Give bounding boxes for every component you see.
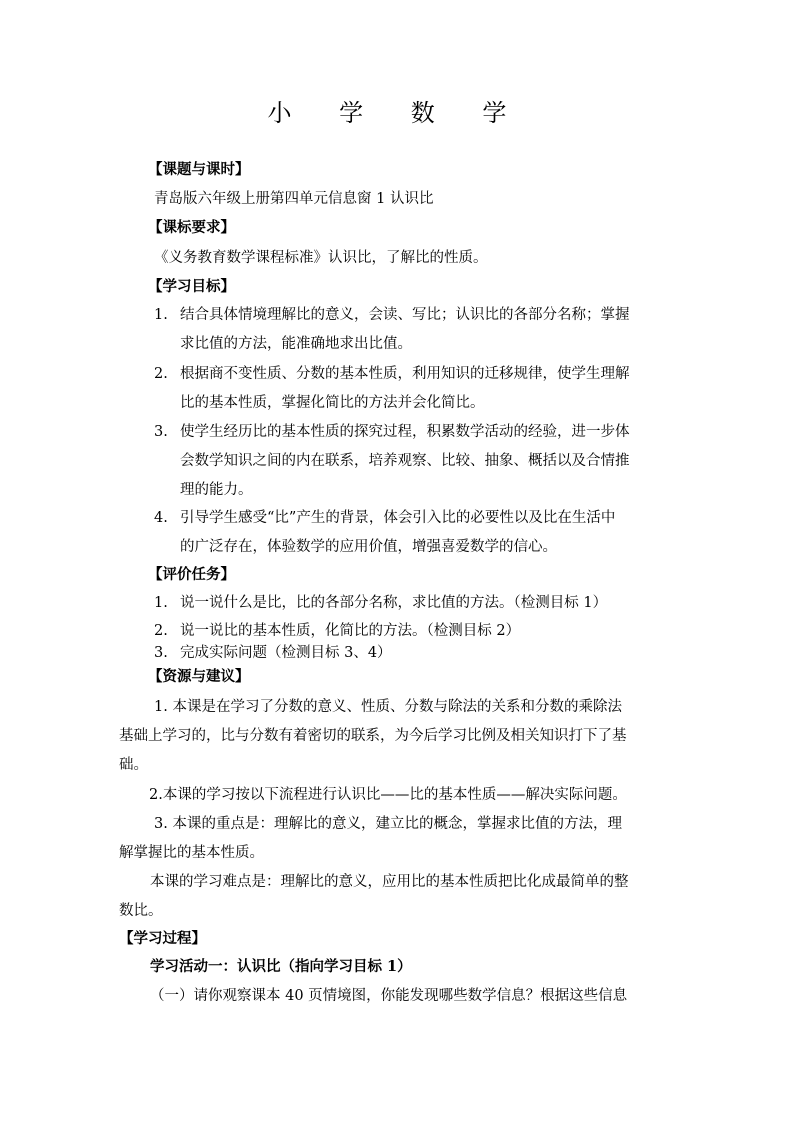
resources-paragraph-2: 2.本课的学习按以下流程进行认识比——比的基本性质——解决实际问题。 — [149, 787, 627, 803]
standard-text: 《义务教育数学课程标准》认识比，了解比的性质。 — [154, 250, 488, 266]
evaluation-number: 3. — [154, 645, 168, 661]
goal-line: 比的基本性质，掌握化简比的方法并会化简比。 — [180, 395, 485, 411]
evaluation-item-2 — [154, 621, 520, 641]
evaluation-item-1 — [154, 593, 607, 613]
resources-paragraph-1-line: 础。 — [119, 757, 148, 773]
page-title: 小 学 数 学 — [267, 99, 527, 127]
goal-line: 会数学知识之间的内在联系，培养观察、比较、抽象、概括以及合情推 — [180, 453, 630, 469]
resources-paragraph-3: 3. 本课的重点是：理解比的意义，建立比的概念，掌握求比值的方法，理 — [154, 816, 622, 832]
goal-number: 3. — [154, 424, 168, 440]
goal-number: 1. — [154, 307, 168, 323]
section-heading-evaluation: 【评价任务】 — [148, 566, 235, 583]
goal-line: 根据商不变性质、分数的基本性质，利用知识的迁移规律，使学生理解 — [180, 366, 630, 382]
evaluation-text: 完成实际问题（检测目标 3、4） — [180, 645, 392, 661]
section-heading-resources: 【资源与建议】 — [148, 668, 250, 685]
goal-item-2 — [154, 364, 630, 384]
resources-paragraph-4: 本课的学习难点是：理解比的意义，应用比的基本性质把比化成最简单的整 — [150, 874, 629, 890]
resources-paragraph-1: 1. 本课是在学习了分数的意义、性质、分数与除法的关系和分数的乘除法 — [154, 699, 622, 715]
resources-paragraph-1-line: 基础上学习的，比与分数有着密切的联系，为今后学习比例及相关知识打下了基 — [119, 728, 627, 744]
goal-line: 的广泛存在，体验数学的应用价值，增强喜爱数学的信心。 — [180, 539, 557, 555]
goal-item-1 — [154, 305, 630, 325]
goal-line: 使学生经历比的基本性质的探究过程，积累数学活动的经验，进一步体 — [180, 424, 630, 440]
section-heading-topic: 【课题与课时】 — [148, 161, 250, 178]
section-heading-standard: 【课标要求】 — [148, 219, 235, 236]
activity-question: （一）请你观察课本 40 页情境图，你能发现哪些数学信息？根据这些信息 — [150, 988, 628, 1004]
goal-number: 2. — [154, 366, 168, 382]
goal-item-3 — [154, 422, 630, 442]
evaluation-number: 1. — [154, 595, 168, 611]
goal-line: 理的能力。 — [180, 482, 253, 498]
goal-line: 求比值的方法，能准确地求出比值。 — [180, 336, 412, 352]
goal-number: 4. — [154, 510, 168, 526]
evaluation-text: 说一说什么是比，比的各部分名称，求比值的方法。（检测目标 1） — [180, 595, 608, 611]
section-heading-goals: 【学习目标】 — [148, 278, 235, 295]
evaluation-item-3 — [154, 643, 392, 663]
resources-paragraph-3-line: 解掌握比的基本性质。 — [119, 845, 264, 861]
section-heading-process: 【学习过程】 — [119, 930, 206, 947]
topic-text: 青岛版六年级上册第四单元信息窗 1 认识比 — [154, 191, 434, 207]
goal-line: 引导学生感受“比”产生的背景，体会引入比的必要性以及比在生活中 — [180, 510, 616, 526]
evaluation-number: 2. — [154, 623, 168, 639]
resources-paragraph-4-line: 数比。 — [119, 903, 163, 919]
goal-line: 结合具体情境理解比的意义，会读、写比；认识比的各部分名称；掌握 — [180, 307, 630, 323]
goal-item-4 — [154, 508, 615, 528]
activity-heading: 学习活动一：认识比（指向学习目标 1） — [150, 958, 412, 975]
evaluation-text: 说一说比的基本性质，化简比的方法。（检测目标 2） — [180, 623, 521, 639]
